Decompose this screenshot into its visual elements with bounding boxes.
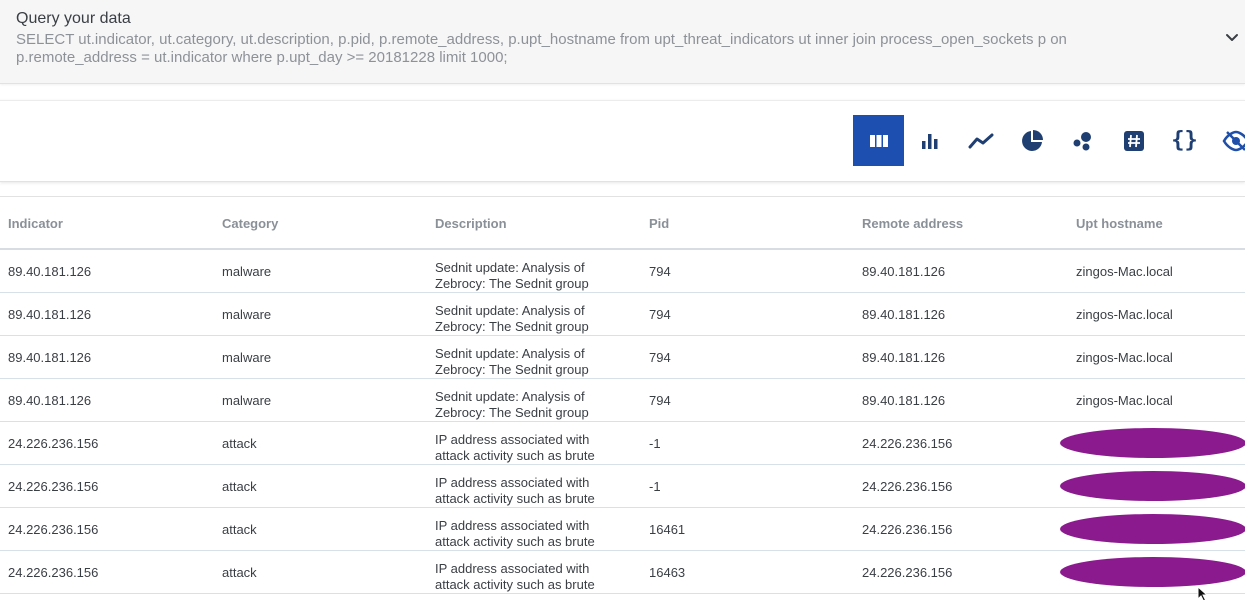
cell-remote-address: 24.226.236.156: [862, 436, 953, 451]
cell-description: [435, 518, 625, 550]
scatter-chart-button[interactable]: [1057, 115, 1108, 166]
description-line: Sednit update: Analysis of: [435, 260, 585, 275]
table-row: [0, 465, 1245, 508]
cell-category: malware: [222, 350, 272, 365]
cell-indicator: 24.226.236.156: [8, 565, 99, 580]
query-panel[interactable]: [0, 0, 1245, 84]
line-chart-button[interactable]: [955, 115, 1006, 166]
cell-remote-address: 89.40.181.126: [862, 264, 946, 279]
hash-icon: [1123, 130, 1145, 152]
table-row: [0, 422, 1245, 465]
eye-off-icon: [1222, 130, 1245, 152]
cell-upt-hostname: zingos-Mac.local: [1076, 350, 1173, 365]
cell-indicator: 24.226.236.156: [8, 522, 99, 537]
table-row: [0, 293, 1245, 336]
column-header-description[interactable]: Description: [435, 216, 507, 231]
table-row: [0, 379, 1245, 422]
redaction-mark: [1060, 428, 1245, 458]
cell-indicator: 24.226.236.156: [8, 436, 99, 451]
column-header-remote-address[interactable]: Remote address: [862, 216, 964, 231]
query-title: Query your data: [16, 10, 131, 27]
cell-pid: 794: [649, 350, 671, 365]
cell-remote-address: 89.40.181.126: [862, 393, 946, 408]
cell-pid: 794: [649, 264, 671, 279]
table-row: [0, 336, 1245, 379]
mouse-cursor-icon: [1197, 586, 1209, 600]
table-view-button[interactable]: [853, 115, 904, 166]
cell-indicator: 24.226.236.156: [8, 479, 99, 494]
column-header-upt-hostname[interactable]: Upt hostname: [1076, 216, 1163, 231]
cell-remote-address: 24.226.236.156: [862, 565, 953, 580]
cell-category: attack: [222, 436, 257, 451]
cell-upt-hostname: zingos-Mac.local: [1076, 264, 1173, 279]
cell-pid: 794: [649, 307, 671, 322]
count-view-button[interactable]: [1108, 115, 1159, 166]
cell-description: [435, 432, 625, 464]
cell-pid: -1: [649, 436, 661, 451]
cell-upt-hostname: zingos-Mac.local: [1076, 393, 1173, 408]
cell-pid: -1: [649, 479, 661, 494]
table-body: [0, 250, 1245, 594]
cell-indicator: 89.40.181.126: [8, 393, 92, 408]
description-line: Zebrocy: The Sednit group: [435, 319, 589, 334]
description-line: attack activity such as brute: [435, 448, 595, 463]
cell-pid: 16461: [649, 522, 686, 537]
table-header: [0, 197, 1245, 250]
description-line: attack activity such as brute: [435, 577, 595, 592]
cell-category: malware: [222, 264, 272, 279]
braces-icon: {}: [1171, 128, 1198, 153]
cell-indicator: 89.40.181.126: [8, 307, 92, 322]
scatter-icon: [1072, 131, 1094, 151]
cell-description: [435, 475, 625, 507]
hide-button[interactable]: [1210, 115, 1245, 166]
cell-remote-address: 24.226.236.156: [862, 479, 953, 494]
line-chart-icon: [968, 132, 994, 150]
redaction-mark: [1060, 514, 1245, 544]
description-line: attack activity such as brute: [435, 534, 595, 549]
cell-remote-address: 89.40.181.126: [862, 307, 946, 322]
table-row: [0, 551, 1245, 594]
cell-description: [435, 260, 625, 292]
cell-remote-address: 24.226.236.156: [862, 522, 953, 537]
cell-category: malware: [222, 393, 272, 408]
column-header-pid[interactable]: Pid: [649, 216, 670, 231]
cell-pid: 16463: [649, 565, 686, 580]
column-header-category[interactable]: Category: [222, 216, 279, 231]
description-line: Zebrocy: The Sednit group: [435, 362, 589, 377]
description-line: Sednit update: Analysis of: [435, 303, 585, 318]
cell-category: attack: [222, 479, 257, 494]
visualization-toolbar: [0, 100, 1245, 182]
table-columns-icon: [869, 133, 889, 149]
description-line: Zebrocy: The Sednit group: [435, 276, 589, 291]
cell-indicator: 89.40.181.126: [8, 264, 92, 279]
bar-chart-icon: [920, 131, 940, 151]
cell-description: [435, 346, 625, 378]
redaction-mark: [1060, 471, 1245, 501]
chevron-down-icon[interactable]: [1224, 30, 1240, 46]
cell-category: attack: [222, 522, 257, 537]
json-view-button[interactable]: [1159, 115, 1210, 166]
pie-chart-icon: [1020, 129, 1044, 153]
description-line: Zebrocy: The Sednit group: [435, 405, 589, 420]
description-line: Sednit update: Analysis of: [435, 346, 585, 361]
table-row: [0, 250, 1245, 293]
query-sql-text[interactable]: SELECT ut.indicator, ut.category, ut.description, p.pid, p.remote_address, p.upt_hostname from upt_threat_indicators ut inner join process_open_sockets p on p.remote_address = ut.indicator where p.upt_day >= 20181228 limit 1000;: [16, 31, 1067, 66]
column-header-indicator[interactable]: Indicator: [8, 216, 63, 231]
description-line: IP address associated with: [435, 518, 590, 533]
bar-chart-button[interactable]: [904, 115, 955, 166]
description-line: Sednit update: Analysis of: [435, 389, 585, 404]
cell-indicator: 89.40.181.126: [8, 350, 92, 365]
cell-description: [435, 561, 625, 593]
cell-remote-address: 89.40.181.126: [862, 350, 946, 365]
cell-description: [435, 389, 625, 421]
description-line: attack activity such as brute: [435, 491, 595, 506]
cell-description: [435, 303, 625, 335]
results-table: [0, 196, 1245, 600]
description-line: IP address associated with: [435, 432, 590, 447]
description-line: IP address associated with: [435, 561, 590, 576]
cell-category: malware: [222, 307, 272, 322]
cell-category: attack: [222, 565, 257, 580]
table-row: [0, 508, 1245, 551]
cell-upt-hostname: zingos-Mac.local: [1076, 307, 1173, 322]
description-line: IP address associated with: [435, 475, 590, 490]
cell-pid: 794: [649, 393, 671, 408]
redaction-mark: [1060, 557, 1245, 587]
pie-chart-button[interactable]: [1006, 115, 1057, 166]
